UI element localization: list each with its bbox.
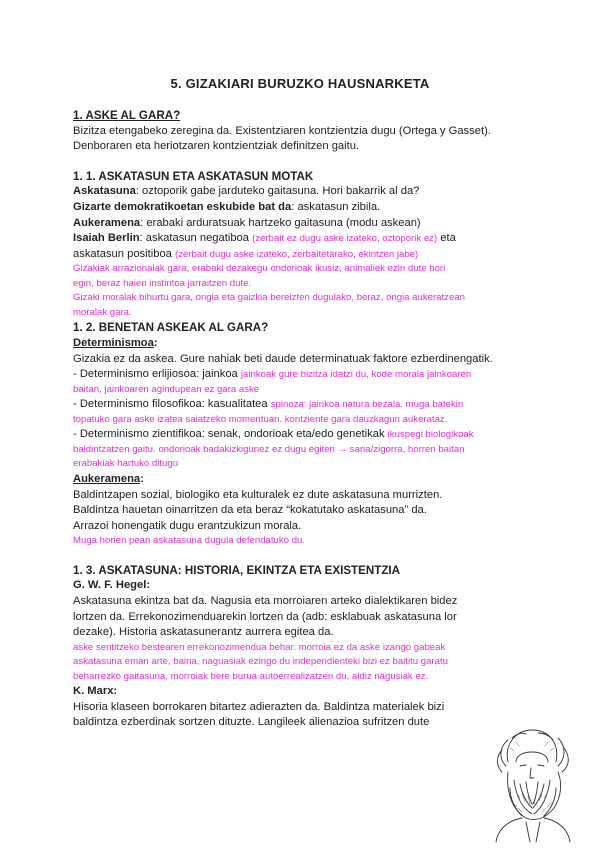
paragraph-line: baldintza ezberdinak sortzen dituzte. Langileek alienazioa sufritzen dute [73, 716, 430, 729]
page-title: 5. GIZAKIARI BURUZKO HAUSNARKETA [170, 76, 430, 91]
term-gizarte: Gizarte demokratikoetan eskubide bat da [73, 200, 292, 213]
term-aukeramena: Aukeramena [73, 216, 141, 229]
annotation-note: Muga horien pean askatasuna dugula defendatuko du. [73, 535, 306, 547]
document-body [73, 108, 543, 731]
annotation-note: (zerbait ez dugu aske izateko, oztoporik ez) [252, 233, 438, 245]
annotation-note: egin, beraz haien instintoa jarraitzen dute. [73, 277, 252, 289]
term-aukeramena: Aukeramena [73, 472, 141, 485]
annotation-note: baitan, jainkoaren agindupean ez gara aske [73, 383, 260, 395]
annotation-note: beharrezko gaitasuna, morroiak bere burua autoerrealizatzen du, aldiz nagusiak ez. [73, 670, 429, 682]
list-item-erlijiosoa: - Determinismo erlijiosoa: jainkoa jainkoak gure bizitza idatzi du, kode morala jainkoaren [73, 368, 472, 381]
paragraph-line: lortzen da. Errekonozimenduarekin lortzen da (adb: esklabuak askatasuna lor [73, 610, 457, 623]
paragraph-line: Bizitza etengabeko zeregina da. Existentziaren kontzientzia dugu (Ortega y Gasset). [73, 124, 491, 137]
section-heading-historia-ekintza: 1. 3. ASKATASUNA: HISTORIA, EKINTZA ETA EXISTENTZIA [73, 563, 401, 577]
term-isaiah-berlin: Isaiah Berlin [73, 232, 140, 245]
section-heading-aske-al-gara: 1. ASKE AL GARA? [73, 109, 181, 122]
paragraph-berlin-cont [73, 247, 543, 263]
paragraph-berlin [73, 231, 543, 247]
definition-text: eta [437, 232, 456, 245]
annotation-note: spinoza: jainkoa natura bezala. muga batekin [270, 399, 464, 411]
annotation-note: (zerbait dugu aske izateko, zerbaitetarako, ekintzen jabe) [175, 248, 419, 260]
annotation-note: baldintzatzen gaitu. ondorioak badakizkigunez ez dugu egiten → saria/zigorra, horren baitan [73, 443, 465, 455]
paragraph-line: Arrazoi honengatik dugu erantzukizun morala. [73, 519, 302, 532]
paragraph-line: Hisoria klaseen borrokaren bitartez adierazten da. Baldintza materialek bizi [73, 700, 445, 713]
section-heading-askatasun-motak: 1. 1. ASKATASUN ETA ASKATASUN MOTAK [73, 169, 314, 183]
annotation-note: Gizaki moralak bihurtu gara, ongia eta gaizkia bereizten dugulako, beraz, ongia aukeratzean [73, 292, 465, 304]
paragraph-line: Denboraren eta heriotzaren kontzientziak definitzen gaitu. [73, 140, 360, 153]
section-heading-benetan-askeak: 1. 2. BENETAN ASKEAK AL GARA? [73, 321, 269, 335]
definition-text: : askatasun zibila. [291, 200, 381, 213]
definition-text: askatasun positiboa [73, 247, 175, 260]
paragraph-line: Baldintza hauetan oinarritzen da eta beraz “kokatutako askatasuna” da. [73, 504, 427, 517]
paragraph-aukeramena [73, 216, 543, 232]
paragraph-line: Gizakia ez da askea. Gure nahiak beti daude determinatuak faktore ezberdinengatik. [73, 352, 493, 365]
annotation-note: moralak gara. [73, 306, 132, 318]
paragraph-line: Baldintzapen sozial, biologiko eta kulturalek ez dute askatasuna murrizten. [73, 488, 443, 501]
paragraph-line: Askatasuna ekintza bat da. Nagusia eta morroiaren arteko dialektikaren bidez [73, 594, 458, 607]
author-hegel: G. W. F. Hegel: [73, 579, 151, 592]
annotation-note: ikuspegi biologikoak [387, 429, 474, 441]
annotation-note: erabakiak hartuko ditugu [73, 458, 179, 470]
definition-text: : erabaki arduratsuak hartzeko gaitasuna (modu askean) [140, 216, 421, 229]
annotation-note: aske sentitzeko bestearen errekonozimendua behar. morroia ez da aske izango gabeak [73, 641, 446, 653]
annotation-note: Gizakiak arrazionalak gara, erabaki dezakegu ondorioak ikusiz, animaliek ezin dute hori [73, 263, 446, 275]
list-item-zientifikoa: - Determinismo zientifikoa: senak, ondorioak eta/edo genetikak ikuspegi biologikoak [73, 428, 474, 441]
annotation-note: jainkoak gure bizitza idatzi du, kode morala jainkoaren [240, 369, 472, 381]
paragraph-aukeramena-2: Aukeramena: [73, 472, 144, 485]
paragraph-determinismoa: Determinismoa: [73, 336, 158, 349]
list-item-filosofikoa: - Determinismo filosofikoa: kasualitatea spinoza: jainkoa natura bezala. muga batekin [73, 398, 464, 411]
annotation-note: askatasuna eman arte, baina, naguasiak ezingo du independienteki bizi ez baititu garatu [73, 656, 448, 668]
term-determinismoa: Determinismoa [73, 336, 154, 349]
author-marx: K. Marx: [73, 685, 118, 698]
annotation-note: topatuko gara aske izatea saiatzeko momentuan. kontziente gara dauzkagun aukerataz. [73, 413, 448, 425]
definition-text: : askatasun negatiboa [139, 232, 253, 245]
paragraph-askatasuna [73, 184, 543, 200]
paragraph-gizarte [73, 200, 543, 216]
paragraph-line: dezake). Historia askatasunerantz aurrera egitea da. [73, 626, 334, 639]
definition-text: : oztoporik gabe jarduteko gaitasuna. Hori bakarrik al da? [135, 185, 420, 198]
marx-portrait-icon [486, 722, 578, 844]
term-askatasuna: Askatasuna [73, 185, 136, 198]
